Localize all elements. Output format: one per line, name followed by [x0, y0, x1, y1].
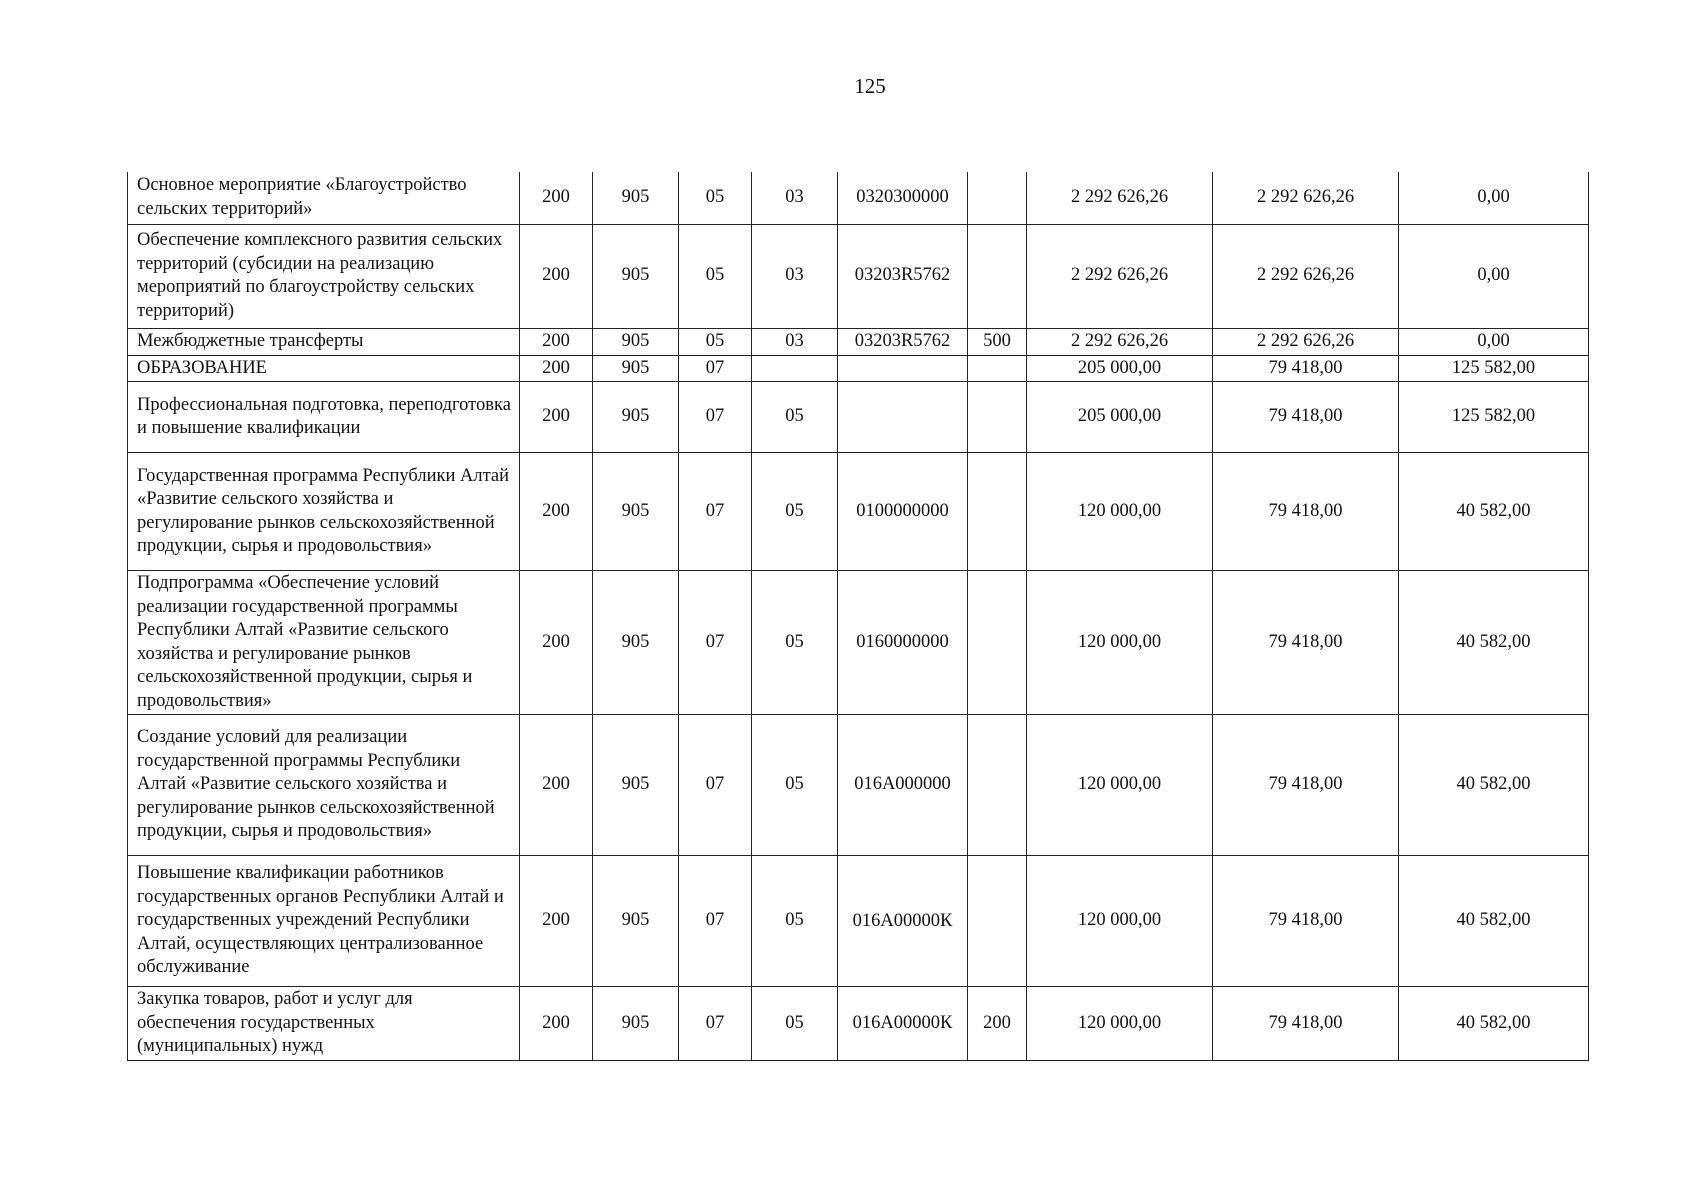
cell-planned-amount: 120 000,00 — [1027, 453, 1213, 571]
cell-remaining-amount: 40 582,00 — [1399, 856, 1589, 987]
cell-remaining-amount: 40 582,00 — [1399, 453, 1589, 571]
cell-description: Межбюджетные трансферты — [128, 328, 520, 355]
table-row — [128, 172, 1589, 224]
cell-remaining-amount: 40 582,00 — [1399, 715, 1589, 856]
cell-section: 05 — [679, 224, 752, 328]
table-row — [128, 856, 1589, 987]
cell-target-article — [838, 355, 968, 382]
cell-description: Государственная программа Республики Алтай «Развитие сельского хозяйства и регулирование рынков сельскохозяйственной продукции, сырья и продовольствия» — [128, 453, 520, 571]
cell-section: 07 — [679, 571, 752, 715]
cell-code-200: 200 — [520, 172, 593, 224]
cell-expense-type — [968, 453, 1027, 571]
cell-code-200: 200 — [520, 453, 593, 571]
cell-section: 07 — [679, 382, 752, 453]
cell-description: Основное мероприятие «Благоустройство сельских территорий» — [128, 172, 520, 224]
cell-expense-type — [968, 382, 1027, 453]
cell-planned-amount: 120 000,00 — [1027, 987, 1213, 1061]
cell-subsection: 05 — [752, 382, 838, 453]
cell-admin-code: 905 — [593, 224, 679, 328]
cell-subsection: 03 — [752, 328, 838, 355]
cell-expense-type — [968, 856, 1027, 987]
cell-planned-amount: 205 000,00 — [1027, 382, 1213, 453]
page-number: 125 — [854, 74, 886, 98]
table-row — [128, 453, 1589, 571]
cell-expense-type — [968, 172, 1027, 224]
cell-code-200: 200 — [520, 382, 593, 453]
cell-description: Подпрограмма «Обеспечение условий реализации государственной программы Республики Алтай «Развитие сельского хозяйства и регулирование рынков сельскохозяйственной продукции, сырья и продовольствия» — [128, 571, 520, 715]
cell-executed-amount: 2 292 626,26 — [1213, 224, 1399, 328]
cell-expense-type — [968, 571, 1027, 715]
cell-planned-amount: 205 000,00 — [1027, 355, 1213, 382]
cell-executed-amount: 79 418,00 — [1213, 987, 1399, 1061]
table-row — [128, 987, 1589, 1061]
cell-code-200: 200 — [520, 856, 593, 987]
cell-target-article: 016А00000К — [838, 856, 968, 987]
cell-target-article: 03203R5762 — [838, 328, 968, 355]
cell-remaining-amount: 40 582,00 — [1399, 571, 1589, 715]
cell-section: 05 — [679, 172, 752, 224]
cell-admin-code: 905 — [593, 355, 679, 382]
table-row — [128, 355, 1589, 382]
cell-executed-amount: 79 418,00 — [1213, 453, 1399, 571]
cell-remaining-amount: 40 582,00 — [1399, 987, 1589, 1061]
cell-planned-amount: 120 000,00 — [1027, 715, 1213, 856]
cell-description: Создание условий для реализации государственной программы Республики Алтай «Развитие сельского хозяйства и регулирование рынков сельскохозяйственной продукции, сырья и продовольствия» — [128, 715, 520, 856]
cell-section: 07 — [679, 715, 752, 856]
cell-executed-amount: 79 418,00 — [1213, 355, 1399, 382]
cell-target-article: 016А000000 — [838, 715, 968, 856]
cell-admin-code: 905 — [593, 571, 679, 715]
cell-remaining-amount: 125 582,00 — [1399, 382, 1589, 453]
table-row — [128, 715, 1589, 856]
cell-code-200: 200 — [520, 987, 593, 1061]
cell-target-article: 0320300000 — [838, 172, 968, 224]
cell-admin-code: 905 — [593, 328, 679, 355]
cell-executed-amount: 79 418,00 — [1213, 571, 1399, 715]
cell-executed-amount: 2 292 626,26 — [1213, 172, 1399, 224]
cell-remaining-amount: 0,00 — [1399, 224, 1589, 328]
cell-admin-code: 905 — [593, 715, 679, 856]
cell-expense-type — [968, 224, 1027, 328]
table-row — [128, 224, 1589, 328]
cell-description: Повышение квалификации работников государственных органов Республики Алтай и государственных учреждений Республики Алтай, осуществляющих централизованное обслуживание — [128, 856, 520, 987]
cell-subsection: 05 — [752, 856, 838, 987]
cell-code-200: 200 — [520, 571, 593, 715]
cell-admin-code: 905 — [593, 453, 679, 571]
cell-expense-type: 500 — [968, 328, 1027, 355]
cell-admin-code: 905 — [593, 382, 679, 453]
cell-planned-amount: 2 292 626,26 — [1027, 328, 1213, 355]
cell-executed-amount: 2 292 626,26 — [1213, 328, 1399, 355]
cell-description: Закупка товаров, работ и услуг для обеспечения государственных (муниципальных) нужд — [128, 987, 520, 1061]
cell-admin-code: 905 — [593, 172, 679, 224]
cell-target-article: 0100000000 — [838, 453, 968, 571]
cell-description: Обеспечение комплексного развития сельских территорий (субсидии на реализацию мероприятий по благоустройству сельских территорий) — [128, 224, 520, 328]
cell-executed-amount: 79 418,00 — [1213, 715, 1399, 856]
cell-code-200: 200 — [520, 355, 593, 382]
table-row — [128, 328, 1589, 355]
cell-description: ОБРАЗОВАНИЕ — [128, 355, 520, 382]
cell-code-200: 200 — [520, 328, 593, 355]
cell-target-article: 03203R5762 — [838, 224, 968, 328]
cell-subsection: 05 — [752, 453, 838, 571]
table-row — [128, 571, 1589, 715]
cell-remaining-amount: 125 582,00 — [1399, 355, 1589, 382]
cell-section: 07 — [679, 355, 752, 382]
cell-subsection — [752, 355, 838, 382]
cell-code-200: 200 — [520, 715, 593, 856]
cell-executed-amount: 79 418,00 — [1213, 382, 1399, 453]
cell-target-article: 016А00000К — [838, 987, 968, 1061]
cell-remaining-amount: 0,00 — [1399, 172, 1589, 224]
cell-subsection: 05 — [752, 715, 838, 856]
cell-target-article — [838, 382, 968, 453]
cell-expense-type — [968, 715, 1027, 856]
cell-subsection: 03 — [752, 224, 838, 328]
cell-subsection: 03 — [752, 172, 838, 224]
cell-planned-amount: 120 000,00 — [1027, 856, 1213, 987]
cell-planned-amount: 120 000,00 — [1027, 571, 1213, 715]
cell-section: 07 — [679, 987, 752, 1061]
cell-section: 07 — [679, 856, 752, 987]
cell-expense-type: 200 — [968, 987, 1027, 1061]
cell-executed-amount: 79 418,00 — [1213, 856, 1399, 987]
cell-planned-amount: 2 292 626,26 — [1027, 224, 1213, 328]
cell-expense-type — [968, 355, 1027, 382]
cell-subsection: 05 — [752, 987, 838, 1061]
cell-admin-code: 905 — [593, 987, 679, 1061]
table-row — [128, 382, 1589, 453]
cell-target-article: 0160000000 — [838, 571, 968, 715]
cell-admin-code: 905 — [593, 856, 679, 987]
cell-section: 05 — [679, 328, 752, 355]
cell-subsection: 05 — [752, 571, 838, 715]
cell-remaining-amount: 0,00 — [1399, 328, 1589, 355]
budget-table — [127, 172, 1589, 1061]
cell-section: 07 — [679, 453, 752, 571]
cell-planned-amount: 2 292 626,26 — [1027, 172, 1213, 224]
cell-description: Профессиональная подготовка, переподготовка и повышение квалификации — [128, 382, 520, 453]
cell-code-200: 200 — [520, 224, 593, 328]
